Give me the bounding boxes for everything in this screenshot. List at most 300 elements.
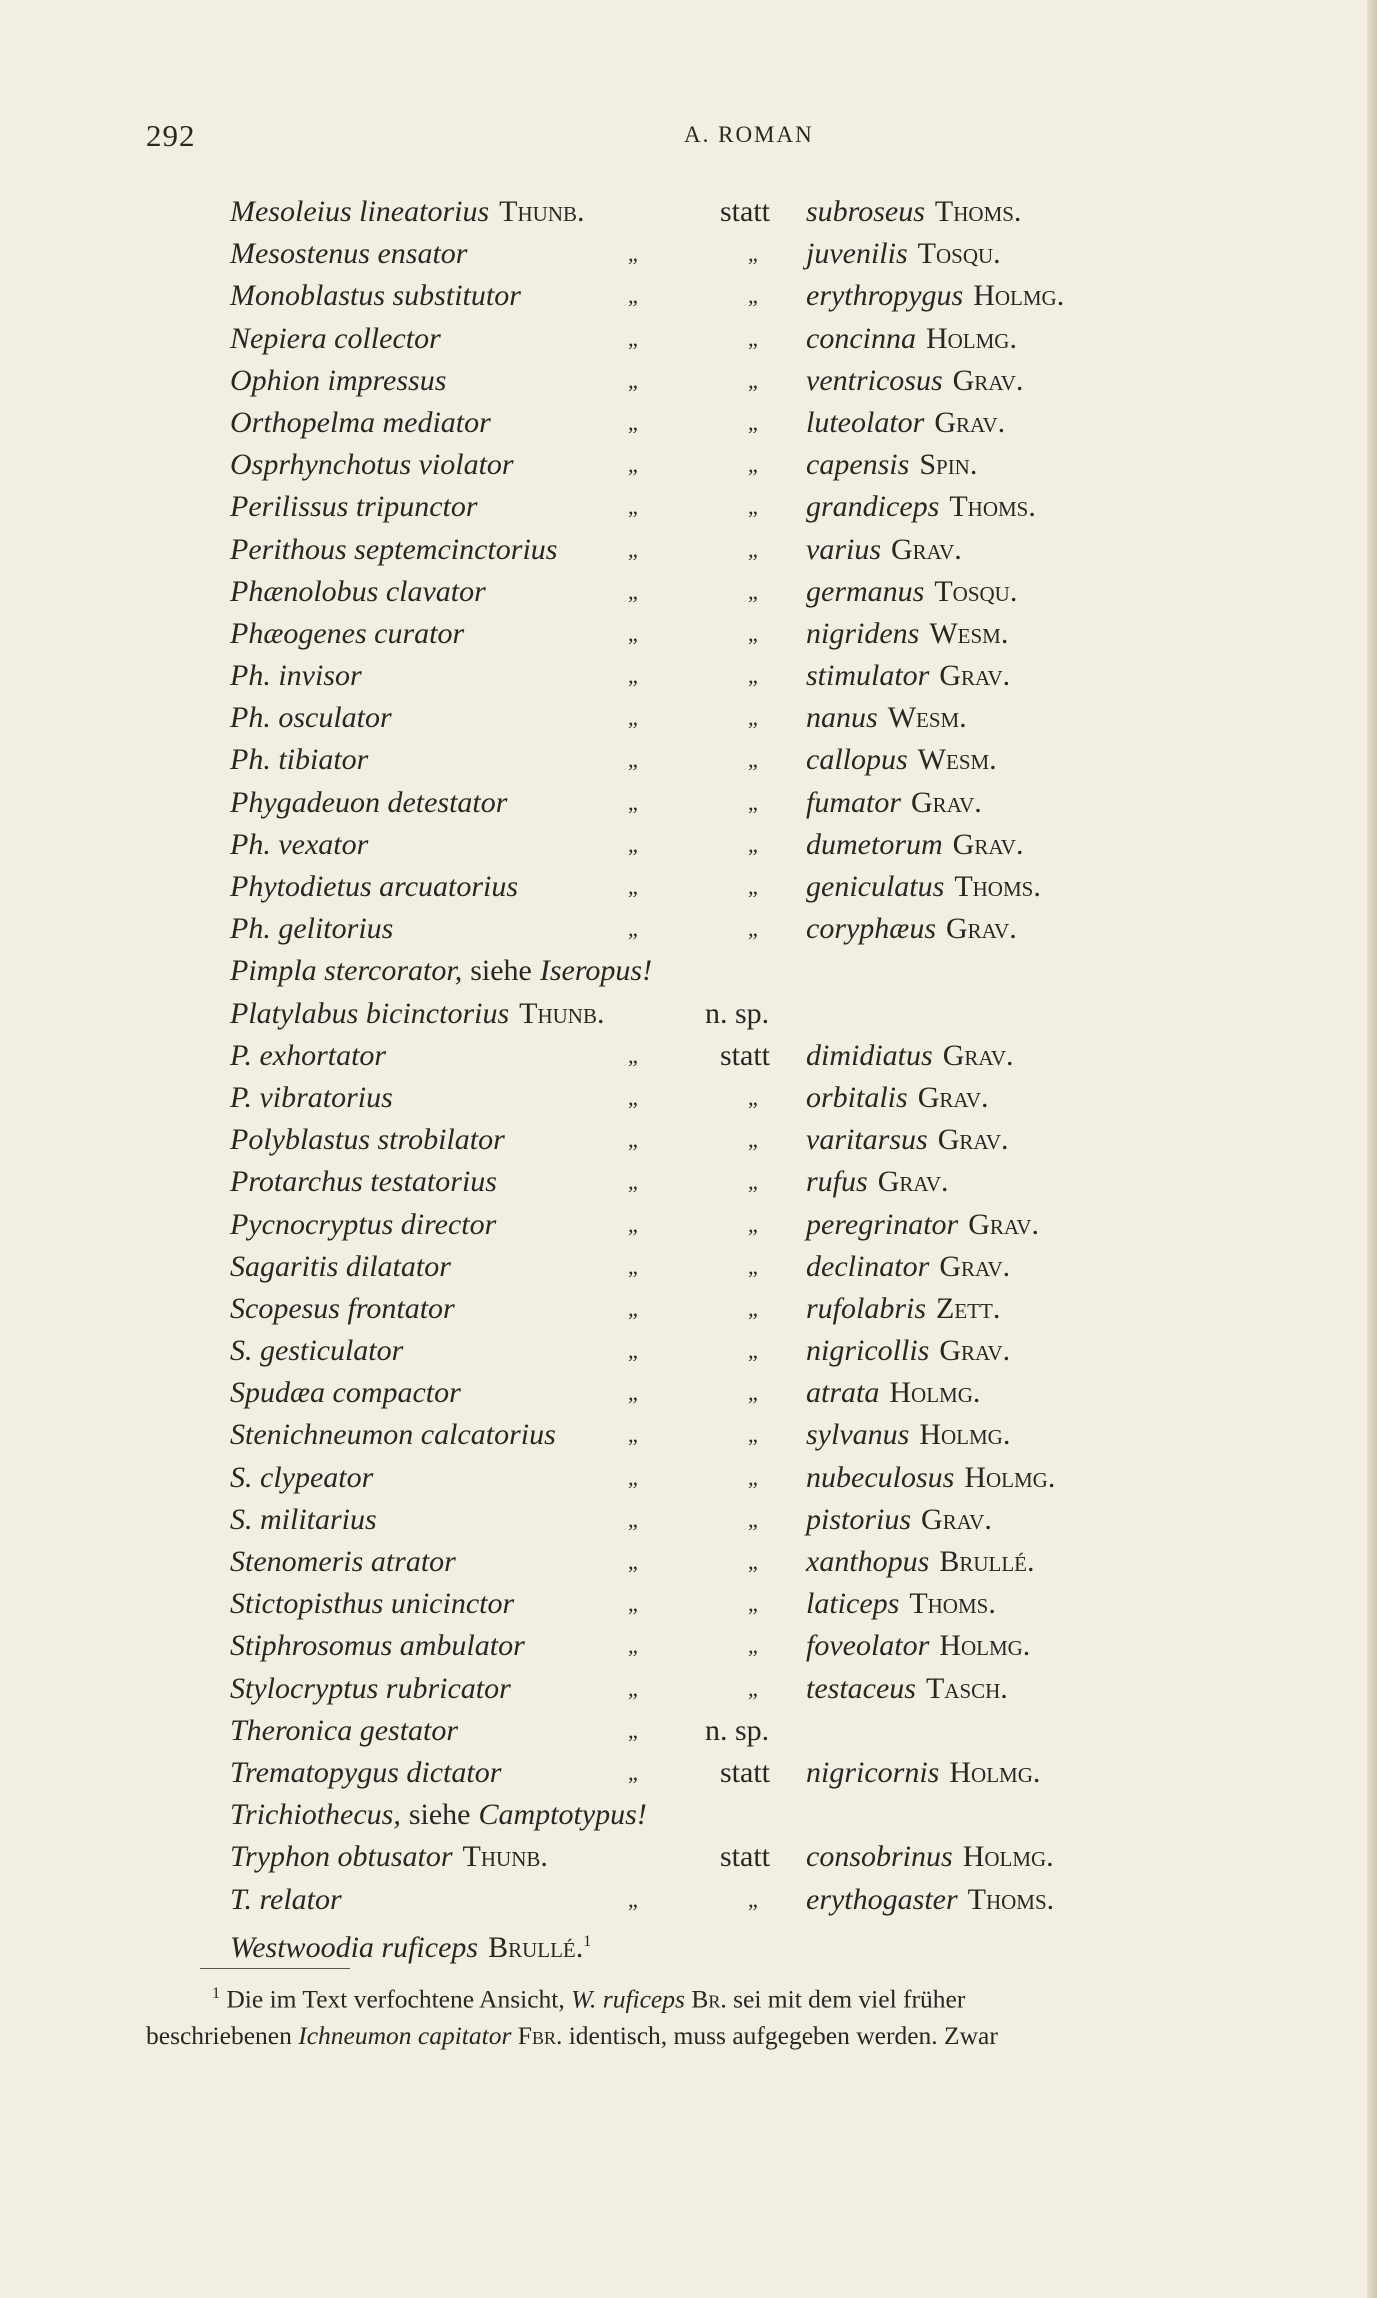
species-name: Phæogenes curator bbox=[230, 616, 465, 650]
new-species-label: n. sp. bbox=[705, 1713, 770, 1747]
species-entry bbox=[0, 993, 1377, 1035]
species-entry bbox=[0, 1330, 1377, 1372]
synonym-name: nigricollis bbox=[806, 1334, 930, 1368]
ditto-mark: „ bbox=[628, 1886, 638, 1912]
synonym-group bbox=[806, 613, 1008, 655]
synonym-group bbox=[806, 782, 982, 824]
ditto-mark: „ bbox=[628, 367, 638, 393]
species-name: Trematopygus dictator bbox=[230, 1755, 502, 1789]
synonym-group bbox=[806, 697, 967, 739]
species-name: Nepiera collector bbox=[230, 321, 441, 355]
species-entry bbox=[0, 1541, 1377, 1583]
footnote-rule bbox=[200, 1968, 350, 1969]
species-name: Phytodietus arcuatorius bbox=[230, 870, 519, 903]
synonym-author: Holmg. bbox=[889, 1376, 981, 1410]
synonym-author: Grav. bbox=[946, 912, 1017, 946]
ditto-mark: „ bbox=[628, 1675, 638, 1701]
synonym-author: Grav. bbox=[939, 659, 1011, 693]
synonym-author: Grav. bbox=[877, 1165, 949, 1199]
species-name: Trichiothecus, bbox=[230, 1798, 401, 1832]
ditto-mark: „ bbox=[748, 747, 758, 773]
species-name: S. clypeator bbox=[230, 1460, 374, 1494]
synonym-group bbox=[806, 1330, 1010, 1372]
species-name: Stenomeris atrator bbox=[230, 1545, 456, 1578]
synonym-author: Grav. bbox=[952, 827, 1024, 861]
synonym-name: orbitalis bbox=[806, 1080, 908, 1114]
species-entry bbox=[0, 1372, 1377, 1414]
page-header bbox=[146, 118, 1326, 158]
synonym-name: luteolator bbox=[806, 405, 925, 439]
species-name: Orthopelma mediator bbox=[230, 405, 491, 439]
ditto-mark: „ bbox=[628, 325, 638, 351]
synonym-author: Holmg. bbox=[949, 1755, 1041, 1789]
species-name: P. vibratorius bbox=[230, 1080, 393, 1114]
synonym-author: Grav. bbox=[917, 1080, 989, 1114]
ditto-mark: „ bbox=[628, 1422, 638, 1448]
species-name: Protarchus testatorius bbox=[230, 1165, 497, 1199]
synonym-name: nigricornis bbox=[806, 1755, 940, 1789]
synonym-name: pistorius bbox=[806, 1502, 912, 1536]
ditto-mark: „ bbox=[748, 831, 758, 857]
synonym-author: Holmg. bbox=[964, 1460, 1056, 1494]
species-name: Ph. tibiator bbox=[230, 743, 369, 777]
ditto-mark: „ bbox=[748, 367, 758, 393]
synonym-name: sylvanus bbox=[806, 1418, 910, 1452]
species-name: Phænolobus clavator bbox=[230, 574, 486, 608]
synonym-name: capensis bbox=[806, 448, 910, 482]
species-name: Ph. invisor bbox=[230, 659, 362, 693]
synonym-group bbox=[806, 1836, 1054, 1878]
ditto-mark: „ bbox=[748, 1084, 758, 1110]
ditto-mark: „ bbox=[628, 874, 638, 899]
footnote-reference: 1 bbox=[583, 1932, 592, 1950]
synonym-author: Holmg. bbox=[962, 1840, 1054, 1874]
synonym-group bbox=[806, 529, 962, 571]
ditto-mark: „ bbox=[748, 1422, 758, 1448]
synonym-name: declinator bbox=[806, 1249, 930, 1283]
synonym-name: dimidiatus bbox=[806, 1038, 933, 1072]
synonym-author: Thoms. bbox=[934, 195, 1022, 228]
species-name: Phygadeuon detestator bbox=[230, 785, 508, 819]
species-list bbox=[0, 191, 1377, 1963]
species-name: Monoblastus substitutor bbox=[230, 279, 521, 313]
synonym-author: Holmg. bbox=[925, 321, 1017, 355]
species-name: Sagaritis dilatator bbox=[230, 1249, 451, 1283]
species-entry bbox=[0, 866, 1377, 908]
synonym-author: Holmg. bbox=[919, 1418, 1011, 1452]
synonym-group bbox=[806, 1288, 1000, 1330]
species-entry bbox=[0, 1204, 1377, 1246]
ditto-mark: „ bbox=[628, 663, 638, 689]
synonym-name: geniculatus bbox=[806, 870, 945, 903]
synonym-name: fumator bbox=[806, 785, 902, 819]
ditto-mark: „ bbox=[748, 283, 758, 309]
synonym-group bbox=[806, 1246, 1010, 1288]
synonym-name: nanus bbox=[806, 701, 878, 735]
ditto-mark: „ bbox=[748, 1506, 758, 1532]
species-entry bbox=[0, 1499, 1377, 1541]
synonym-name: subroseus bbox=[806, 195, 925, 228]
synonym-group bbox=[806, 1625, 1030, 1667]
ditto-mark: „ bbox=[628, 1169, 638, 1195]
see-reference-target: Camptotypus! bbox=[478, 1798, 647, 1832]
footnote-line-1 bbox=[146, 1976, 1326, 2018]
synonym-author: Thoms. bbox=[949, 490, 1036, 524]
species-entry bbox=[0, 1035, 1377, 1077]
ditto-mark: „ bbox=[748, 452, 758, 478]
synonym-group bbox=[806, 444, 977, 486]
ditto-mark: „ bbox=[628, 578, 638, 604]
ditto-mark: „ bbox=[628, 283, 638, 309]
species-entry bbox=[0, 1119, 1377, 1161]
synonym-author: Spin. bbox=[919, 448, 978, 482]
synonym-group bbox=[806, 1035, 1013, 1077]
species-author: Thunb. bbox=[519, 996, 605, 1030]
species-entry bbox=[0, 1879, 1377, 1921]
species-entry bbox=[0, 1794, 1377, 1836]
synonym-group bbox=[806, 275, 1064, 317]
species-entry bbox=[0, 1457, 1377, 1499]
ditto-mark: „ bbox=[628, 452, 638, 478]
synonym-group bbox=[806, 486, 1036, 528]
synonym-name: testaceus bbox=[806, 1671, 916, 1705]
species-entry bbox=[0, 739, 1377, 781]
species-entry bbox=[0, 360, 1377, 402]
species-entry bbox=[0, 1246, 1377, 1288]
footnote-species: Ichneumon capitator bbox=[298, 2020, 512, 2050]
synonym-name: laticeps bbox=[806, 1587, 900, 1621]
ditto-mark: „ bbox=[628, 1253, 638, 1279]
ditto-mark: „ bbox=[748, 1591, 758, 1617]
synonym-name: concinna bbox=[806, 321, 916, 355]
species-entry bbox=[0, 1752, 1377, 1794]
see-reference-target: Iseropus! bbox=[539, 954, 653, 988]
species-entry bbox=[0, 1288, 1377, 1330]
statt-label: statt bbox=[720, 1755, 770, 1789]
synonym-author: Grav. bbox=[952, 363, 1024, 397]
synonym-author: Grav. bbox=[937, 1123, 1009, 1157]
ditto-mark: „ bbox=[748, 1253, 758, 1279]
ditto-mark: „ bbox=[748, 1380, 758, 1406]
synonym-group bbox=[806, 571, 1017, 613]
species-entry bbox=[0, 1625, 1377, 1667]
synonym-name: varius bbox=[806, 532, 881, 566]
synonym-author: Grav. bbox=[911, 785, 982, 819]
statt-label: statt bbox=[720, 1840, 770, 1874]
species-entry bbox=[0, 1836, 1377, 1878]
new-species-label: n. sp. bbox=[705, 996, 770, 1030]
species-name-group bbox=[230, 191, 585, 233]
synonym-author: Zett. bbox=[936, 1291, 1001, 1325]
synonym-author: Thoms. bbox=[967, 1882, 1055, 1916]
synonym-author: Thoms. bbox=[909, 1587, 996, 1621]
species-name: S. militarius bbox=[230, 1502, 377, 1536]
ditto-mark: „ bbox=[628, 536, 638, 562]
synonym-group bbox=[806, 824, 1023, 866]
synonym-group bbox=[806, 1119, 1008, 1161]
synonym-group bbox=[806, 1077, 989, 1119]
ditto-mark: „ bbox=[748, 494, 758, 520]
synonym-name: consobrinus bbox=[806, 1840, 953, 1874]
footnote-text: beschriebenen bbox=[146, 2020, 292, 2050]
species-name: Perithous septemcinctorius bbox=[230, 532, 558, 566]
ditto-mark: „ bbox=[628, 1127, 638, 1153]
synonym-group bbox=[806, 233, 1001, 275]
synonym-name: varitarsus bbox=[806, 1123, 928, 1157]
synonym-name: nigridens bbox=[806, 616, 920, 650]
synonym-group bbox=[806, 655, 1010, 697]
statt-label: statt bbox=[720, 195, 770, 228]
species-entry bbox=[0, 908, 1377, 950]
ditto-mark: „ bbox=[748, 325, 758, 351]
ditto-mark: „ bbox=[748, 1549, 758, 1574]
species-entry bbox=[0, 275, 1377, 317]
ditto-mark: „ bbox=[748, 1211, 758, 1237]
species-entry bbox=[0, 1921, 1377, 1963]
synonym-name: coryphæus bbox=[806, 912, 936, 946]
synonym-author: Tasch. bbox=[925, 1671, 1008, 1705]
synonym-group bbox=[806, 1457, 1055, 1499]
synonym-name: germanus bbox=[806, 574, 925, 608]
synonym-author: Brullé. bbox=[939, 1545, 1035, 1578]
ditto-mark: „ bbox=[628, 916, 638, 942]
statt-label: statt bbox=[720, 1038, 770, 1072]
species-name: T. relator bbox=[230, 1882, 342, 1916]
species-name: Scopesus frontator bbox=[230, 1291, 455, 1325]
synonym-author: Thoms. bbox=[954, 870, 1041, 903]
ditto-mark: „ bbox=[628, 1717, 638, 1743]
ditto-mark: „ bbox=[748, 578, 758, 604]
footnote-mark: 1 bbox=[212, 1985, 220, 2002]
footnote-text: sei mit dem viel früher bbox=[733, 1984, 966, 2014]
species-name: Spudæa compactor bbox=[230, 1376, 461, 1410]
species-entry bbox=[0, 1710, 1377, 1752]
ditto-mark: „ bbox=[628, 747, 638, 773]
synonym-author: Grav. bbox=[942, 1038, 1014, 1072]
synonym-group bbox=[806, 866, 1041, 908]
species-name: S. gesticulator bbox=[230, 1334, 404, 1368]
synonym-name: rufus bbox=[806, 1165, 868, 1199]
synonym-author: Holmg. bbox=[973, 279, 1065, 313]
species-name: Theronica gestator bbox=[230, 1713, 459, 1747]
page-number: 292 bbox=[146, 118, 196, 153]
species-name-group bbox=[230, 1836, 548, 1878]
footnote bbox=[146, 1976, 1326, 2054]
synonym-group bbox=[806, 1204, 1039, 1246]
species-name: P. exhortator bbox=[230, 1038, 387, 1072]
synonym-name: stimulator bbox=[806, 659, 930, 693]
ditto-mark: „ bbox=[628, 1633, 638, 1659]
ditto-mark: „ bbox=[748, 409, 758, 435]
ditto-mark: „ bbox=[748, 874, 758, 899]
synonym-author: Grav. bbox=[968, 1207, 1040, 1241]
species-entry bbox=[0, 655, 1377, 697]
synonym-author: Holmg. bbox=[939, 1629, 1031, 1663]
species-name-group bbox=[230, 950, 652, 992]
species-entry bbox=[0, 613, 1377, 655]
footnote-text: identisch, muss aufgegeben werden. Zwar bbox=[568, 2020, 998, 2050]
species-entry bbox=[0, 318, 1377, 360]
ditto-mark: „ bbox=[628, 789, 638, 815]
ditto-mark: „ bbox=[628, 1759, 638, 1785]
synonym-author: Grav. bbox=[934, 405, 1006, 439]
ditto-mark: „ bbox=[748, 1886, 758, 1912]
ditto-mark: „ bbox=[748, 536, 758, 562]
species-author: Thunb. bbox=[499, 195, 585, 228]
species-entry bbox=[0, 529, 1377, 571]
synonym-name: erythropygus bbox=[806, 279, 964, 313]
synonym-group bbox=[806, 318, 1017, 360]
synonym-author: Grav. bbox=[921, 1502, 992, 1536]
footnote-line-2 bbox=[146, 2018, 1326, 2054]
synonym-author: Tosqu. bbox=[934, 574, 1018, 608]
synonym-group bbox=[806, 402, 1005, 444]
synonym-author: Grav. bbox=[939, 1249, 1011, 1283]
footnote-text: Die im Text verfochtene Ansicht, bbox=[226, 1984, 565, 2014]
ditto-mark: „ bbox=[628, 620, 638, 646]
species-name: Ophion impressus bbox=[230, 363, 447, 397]
ditto-mark: „ bbox=[748, 663, 758, 689]
species-name: Mesoleius lineatorius bbox=[230, 195, 490, 228]
species-entry bbox=[0, 782, 1377, 824]
ditto-mark: „ bbox=[628, 1464, 638, 1490]
ditto-mark: „ bbox=[748, 241, 758, 267]
species-entry bbox=[0, 191, 1377, 233]
synonym-group bbox=[806, 191, 1021, 233]
species-entry bbox=[0, 444, 1377, 486]
synonym-name: rufolabris bbox=[806, 1291, 927, 1325]
synonym-author: Tosqu. bbox=[917, 237, 1001, 271]
ditto-mark: „ bbox=[748, 1633, 758, 1659]
running-head: A. ROMAN bbox=[684, 122, 814, 147]
ditto-mark: „ bbox=[628, 1549, 638, 1574]
synonym-group bbox=[806, 739, 997, 781]
species-entry bbox=[0, 824, 1377, 866]
species-entry bbox=[0, 1414, 1377, 1456]
species-entry bbox=[0, 1583, 1377, 1625]
species-entry bbox=[0, 1161, 1377, 1203]
synonym-name: juvenilis bbox=[806, 237, 908, 271]
species-name: Ph. osculator bbox=[230, 701, 392, 735]
synonym-group bbox=[806, 1161, 948, 1203]
species-entry bbox=[0, 402, 1377, 444]
synonym-author: Grav. bbox=[891, 532, 962, 566]
ditto-mark: „ bbox=[628, 831, 638, 857]
synonym-author: Wesm. bbox=[929, 616, 1009, 650]
synonym-name: xanthopus bbox=[806, 1545, 930, 1578]
species-author: Brullé. bbox=[488, 1930, 584, 1964]
species-name: Stylocryptus rubricator bbox=[230, 1671, 511, 1705]
species-name: Stenichneumon calcatorius bbox=[230, 1418, 556, 1452]
species-name: Stictopisthus unicinctor bbox=[230, 1587, 515, 1621]
see-reference-label: siehe bbox=[408, 1798, 471, 1832]
synonym-name: foveolator bbox=[806, 1629, 930, 1663]
synonym-group bbox=[806, 360, 1023, 402]
synonym-name: callopus bbox=[806, 743, 908, 777]
species-author: Thunb. bbox=[462, 1840, 548, 1874]
ditto-mark: „ bbox=[748, 1464, 758, 1490]
ditto-mark: „ bbox=[628, 1084, 638, 1110]
species-name: Pycnocryptus director bbox=[230, 1207, 497, 1241]
footnote-author: Br. bbox=[691, 1984, 727, 2014]
synonym-author: Wesm. bbox=[917, 743, 997, 777]
ditto-mark: „ bbox=[748, 620, 758, 646]
species-name: Polyblastus strobilator bbox=[230, 1123, 505, 1157]
species-name: Perilissus tripunctor bbox=[230, 490, 478, 524]
species-name: Ph. gelitorius bbox=[230, 912, 394, 946]
ditto-mark: „ bbox=[748, 916, 758, 942]
ditto-mark: „ bbox=[628, 241, 638, 267]
ditto-mark: „ bbox=[628, 1591, 638, 1617]
species-name: Pimpla stercorator, bbox=[230, 954, 463, 988]
synonym-name: grandiceps bbox=[806, 490, 940, 524]
ditto-mark: „ bbox=[748, 1338, 758, 1364]
ditto-mark: „ bbox=[748, 1127, 758, 1153]
species-entry bbox=[0, 1668, 1377, 1710]
species-name: Stiphrosomus ambulator bbox=[230, 1629, 525, 1663]
ditto-mark: „ bbox=[628, 1295, 638, 1321]
synonym-group bbox=[806, 1499, 992, 1541]
ditto-mark: „ bbox=[628, 494, 638, 520]
species-name: Tryphon obtusator bbox=[230, 1840, 453, 1874]
ditto-mark: „ bbox=[628, 1506, 638, 1532]
ditto-mark: „ bbox=[628, 1211, 638, 1237]
species-name-group bbox=[230, 993, 604, 1035]
ditto-mark: „ bbox=[628, 409, 638, 435]
species-entry bbox=[0, 233, 1377, 275]
synonym-group bbox=[806, 1668, 1008, 1710]
footnote-author: Fbr. bbox=[517, 2020, 563, 2050]
synonym-group bbox=[806, 1414, 1010, 1456]
species-entry bbox=[0, 1077, 1377, 1119]
synonym-group bbox=[806, 1372, 980, 1414]
synonym-name: dumetorum bbox=[806, 827, 943, 861]
synonym-group bbox=[806, 908, 1017, 950]
species-name: Osprhynchotus violator bbox=[230, 448, 514, 482]
species-entry bbox=[0, 571, 1377, 613]
ditto-mark: „ bbox=[748, 1675, 758, 1701]
synonym-author: Grav. bbox=[939, 1334, 1011, 1368]
ditto-mark: „ bbox=[748, 1295, 758, 1321]
ditto-mark: „ bbox=[628, 1338, 638, 1364]
species-name: Mesostenus ensator bbox=[230, 237, 468, 271]
ditto-mark: „ bbox=[748, 1169, 758, 1195]
see-reference-label: siehe bbox=[470, 954, 532, 988]
ditto-mark: „ bbox=[628, 1042, 638, 1068]
synonym-group bbox=[806, 1583, 996, 1625]
species-entry bbox=[0, 950, 1377, 992]
ditto-mark: „ bbox=[748, 705, 758, 731]
synonym-name: ventricosus bbox=[806, 363, 943, 397]
species-name: Platylabus bicinctorius bbox=[230, 996, 510, 1030]
synonym-group bbox=[806, 1752, 1040, 1794]
species-name: Ph. vexator bbox=[230, 827, 369, 861]
species-entry bbox=[0, 697, 1377, 739]
species-name-group bbox=[230, 1921, 591, 1969]
species-name-group bbox=[230, 1794, 647, 1836]
ditto-mark: „ bbox=[628, 1380, 638, 1406]
synonym-name: nubeculosus bbox=[806, 1460, 955, 1494]
species-name: Westwoodia ruficeps bbox=[230, 1930, 479, 1964]
synonym-name: atrata bbox=[806, 1376, 880, 1410]
species-entry bbox=[0, 486, 1377, 528]
footnote-species: W. ruficeps bbox=[571, 1984, 685, 2014]
synonym-author: Wesm. bbox=[887, 701, 967, 735]
synonym-name: erythogaster bbox=[806, 1882, 958, 1916]
ditto-mark: „ bbox=[628, 705, 638, 731]
synonym-name: peregrinator bbox=[806, 1207, 959, 1241]
ditto-mark: „ bbox=[748, 789, 758, 815]
